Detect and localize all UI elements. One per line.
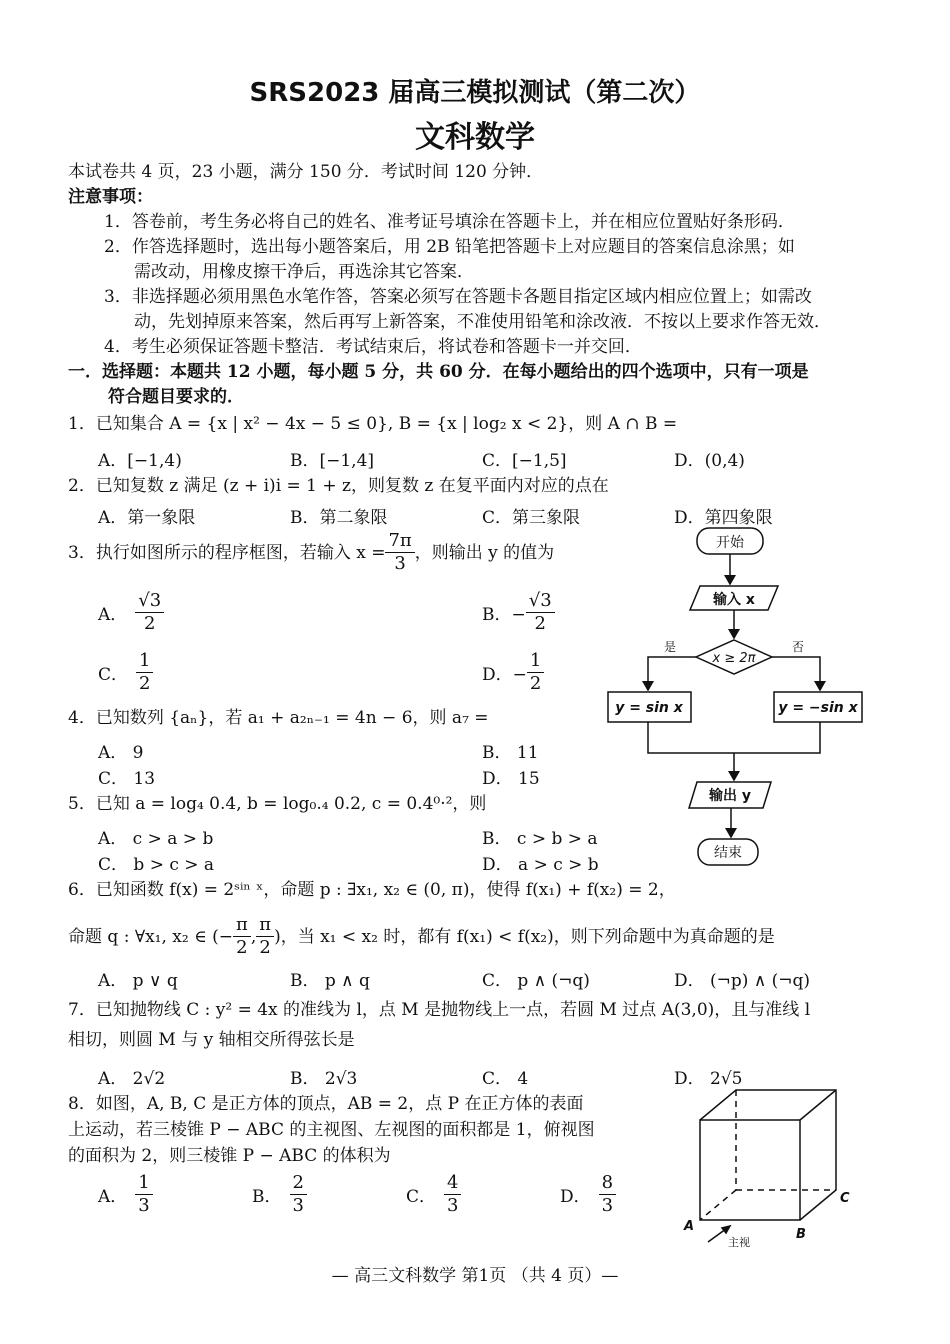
section-heading: 一．选择题：本题共 12 小题，每小题 5 分，共 60 分．在每小题给出的四个选项中，只有一项是 (68, 362, 809, 382)
q2-option-b: B．第二象限 (290, 508, 388, 528)
q8-a-fraction (135, 1172, 152, 1217)
q3-stem (68, 530, 554, 575)
q6-frac-2-den: 2 (259, 937, 271, 958)
q1-stem: 1．已知集合 A = {x | x² − 4x − 5 ≤ 0}, B = {x | log₂ x < 2}，则 A ∩ B = (68, 414, 678, 434)
q3-b-num: √3 (526, 590, 555, 613)
flow-left-label: y = sin x (615, 700, 683, 716)
q8-a-num: 1 (135, 1172, 152, 1195)
q6-option-d: D． (¬p) ∧ (¬q) (674, 971, 811, 991)
q1-option-c: C．[−1,5] (482, 451, 567, 471)
q3-stem-a: 3．执行如图所示的程序框图，若输入 x = (68, 542, 386, 563)
q3-option-b (482, 590, 555, 635)
q6-option-b: B． p ∧ q (290, 971, 370, 991)
q8-line-3: 的面积为 2，则三棱锥 P − ABC 的体积为 (68, 1146, 391, 1166)
q2-option-c: C．第三象限 (482, 508, 581, 528)
q6-frac-1-den: 2 (236, 937, 248, 958)
q5-option-c: C． b > c > a (98, 855, 215, 875)
q5-stem: 5．已知 a = log₄ 0.4, b = log₀.₄ 0.2, c = 0.4⁰·²，则 (68, 794, 487, 814)
q3-c-num: 1 (136, 650, 153, 673)
q8-option-b (252, 1172, 307, 1217)
q3-d-fraction (527, 650, 544, 695)
cube-label-a: A (684, 1219, 695, 1234)
q8-b-fraction (290, 1172, 307, 1217)
exam-info: 本试卷共 4 页，23 小题，满分 150 分．考试时间 120 分钟． (68, 162, 544, 182)
subject-title: 文科数学 (415, 120, 535, 155)
q6-line-2c: )，当 x₁ < x₂ 时，都有 f(x₁) < f(x₂)，则下列命题中为真命题的是 (274, 926, 775, 947)
q8-c-fraction (444, 1172, 461, 1217)
q8-line-1: 8．如图，A, B, C 是正方体的顶点，AB = 2，点 P 在正方体的表面 (68, 1094, 584, 1114)
q6-frac-1 (233, 914, 251, 959)
q7-option-d: D． 2√5 (674, 1069, 743, 1089)
q5-option-b: B． c > b > a (482, 829, 598, 849)
q3-stem-b: ，则输出 y 的值为 (414, 542, 555, 563)
q5-option-d: D． a > c > b (482, 855, 599, 875)
cube-label-b: B (796, 1227, 806, 1242)
q6-option-a: A． p ∨ q (98, 971, 178, 991)
q3-d-num: 1 (527, 650, 544, 673)
q4-option-c: C． 13 (98, 769, 156, 789)
program-flowchart (600, 520, 880, 875)
q3-option-d (482, 650, 544, 695)
q8-c-label: C． (406, 1187, 437, 1207)
q6-option-c: C． p ∧ (¬q) (482, 971, 590, 991)
q3-frac-num: 7π (385, 530, 414, 553)
q4-option-b: B． 11 (482, 743, 539, 763)
flow-right-label: y = −sin x (778, 700, 858, 716)
q5-option-a: A． c > a > b (98, 829, 214, 849)
q3-a-num: √3 (135, 590, 164, 613)
q4-option-a: A． 9 (98, 743, 144, 763)
q7-option-b: B． 2√3 (290, 1069, 358, 1089)
q8-option-d (560, 1172, 616, 1217)
flow-start-label: 开始 (716, 535, 744, 551)
q3-a-fraction (135, 590, 164, 635)
q3-input-fraction (385, 530, 414, 575)
q8-b-den: 3 (292, 1195, 304, 1216)
notice-item-3-cont: 动，先划掉原来答案，然后再写上新答案，不准使用铅笔和涂改液．不按以上要求作答无效． (134, 312, 831, 332)
q2-option-a: A．第一象限 (98, 508, 196, 528)
q8-a-label: A． (98, 1187, 128, 1207)
cube-hidden-edge-d (700, 1190, 736, 1220)
q7-line-2: 相切，则圆 M 与 y 轴相交所得弦长是 (68, 1030, 355, 1050)
q7-line-1: 7．已知抛物线 C : y² = 4x 的准线为 l，点 M 是抛物线上一点，若圆 M 过点 A(3,0)，且与准线 l (68, 1000, 811, 1020)
flow-input-label: 输入 x (713, 592, 755, 608)
q6-line-2a: 命题 q : ∀x₁, x₂ ∈ (− (68, 926, 233, 947)
notice-item-4: 4．考生必须保证答题卡整洁．考试结束后，将试卷和答题卡一并交回． (104, 337, 642, 357)
q3-d-den: 2 (529, 673, 542, 694)
q6-frac-2 (256, 914, 274, 959)
q8-c-den: 3 (447, 1195, 459, 1216)
q8-b-label: B． (252, 1187, 282, 1207)
q7-option-c: C． 4 (482, 1069, 529, 1089)
cube-figure (672, 1080, 872, 1250)
q8-c-num: 4 (444, 1172, 461, 1195)
flow-no-label: 否 (791, 640, 805, 654)
q1-option-a: A．[−1,4) (98, 451, 182, 471)
q3-b-label: B．− (482, 605, 526, 625)
q8-a-den: 3 (138, 1195, 150, 1216)
q6-line-2b: , (250, 926, 257, 947)
q6-line-2 (68, 914, 775, 959)
cube-view-label: 主视 (728, 1236, 750, 1249)
flow-output-label: 输出 y (709, 788, 751, 804)
q3-a-label: A． (98, 605, 128, 625)
flow-end-label: 结束 (714, 845, 742, 861)
q3-a-den: 2 (144, 613, 156, 634)
q4-stem: 4．已知数列 {aₙ}，若 a₁ + a₂ₙ₋₁ = 4n − 6，则 a₇ = (68, 708, 489, 728)
section-heading-cont: 符合题目要求的． (108, 387, 244, 407)
q1-option-b: B．[−1,4] (290, 451, 375, 471)
flow-yes-label: 是 (663, 640, 677, 654)
cube-label-c: C (840, 1191, 850, 1206)
notice-item-2: 2．作答选择题时，选出每小题答案后，用 2B 铅笔把答题卡上对应题目的答案信息涂黑；如 (104, 237, 795, 257)
q8-d-den: 3 (601, 1195, 614, 1216)
q8-d-num: 8 (599, 1172, 616, 1195)
exam-title: SRS2023 届高三模拟测试（第二次） (249, 78, 701, 108)
q3-option-c (98, 650, 153, 695)
q7-option-a: A． 2√2 (98, 1069, 166, 1089)
q8-option-a (98, 1172, 153, 1217)
page-footer: — 高三文科数学 第1页 （共 4 页）— (331, 1266, 619, 1286)
q4-option-d: D． 15 (482, 769, 540, 789)
q6-frac-2-num: π (256, 914, 274, 937)
q8-line-2: 上运动，若三棱锥 P − ABC 的主视图、左视图的面积都是 1，俯视图 (68, 1120, 595, 1140)
q8-d-label: D． (560, 1187, 591, 1207)
notice-item-3: 3．非选择题必须用黑色水笔作答，答案必须写在答题卡各题目指定区域内相应位置上；如需改 (104, 287, 812, 307)
q3-frac-den: 3 (394, 553, 406, 574)
q8-option-c (406, 1172, 461, 1217)
q2-option-d: D．第四象限 (674, 508, 773, 528)
q8-b-num: 2 (290, 1172, 307, 1195)
q3-c-den: 2 (139, 673, 151, 694)
cube-front-face (700, 1120, 800, 1220)
notice-heading: 注意事项： (68, 187, 153, 207)
q3-b-den: 2 (534, 613, 546, 634)
flow-cond-label: x ≥ 2π (712, 651, 756, 666)
q1-option-d: D．(0,4) (674, 451, 745, 471)
q8-d-fraction (599, 1172, 616, 1217)
q3-option-a (98, 590, 164, 635)
q3-b-fraction (526, 590, 555, 635)
q6-line-1: 6．已知函数 f(x) = 2ˢⁱⁿ ˣ，命题 p : ∃x₁, x₂ ∈ (0, π)，使得 f(x₁) + f(x₂) = 2， (68, 880, 676, 900)
q3-c-fraction (136, 650, 153, 695)
q6-frac-1-num: π (233, 914, 251, 937)
q3-d-label: D．− (482, 665, 527, 685)
notice-item-1: 1．答卷前，考生务必将自己的姓名、准考证号填涂在答题卡上，并在相应位置贴好条形码． (104, 212, 795, 232)
notice-item-2-cont: 需改动，用橡皮擦干净后，再选涂其它答案． (134, 262, 474, 282)
q3-c-label: C． (98, 665, 129, 685)
q2-stem: 2．已知复数 z 满足 (z + i)i = 1 + z，则复数 z 在复平面内对应的点在 (68, 476, 609, 496)
